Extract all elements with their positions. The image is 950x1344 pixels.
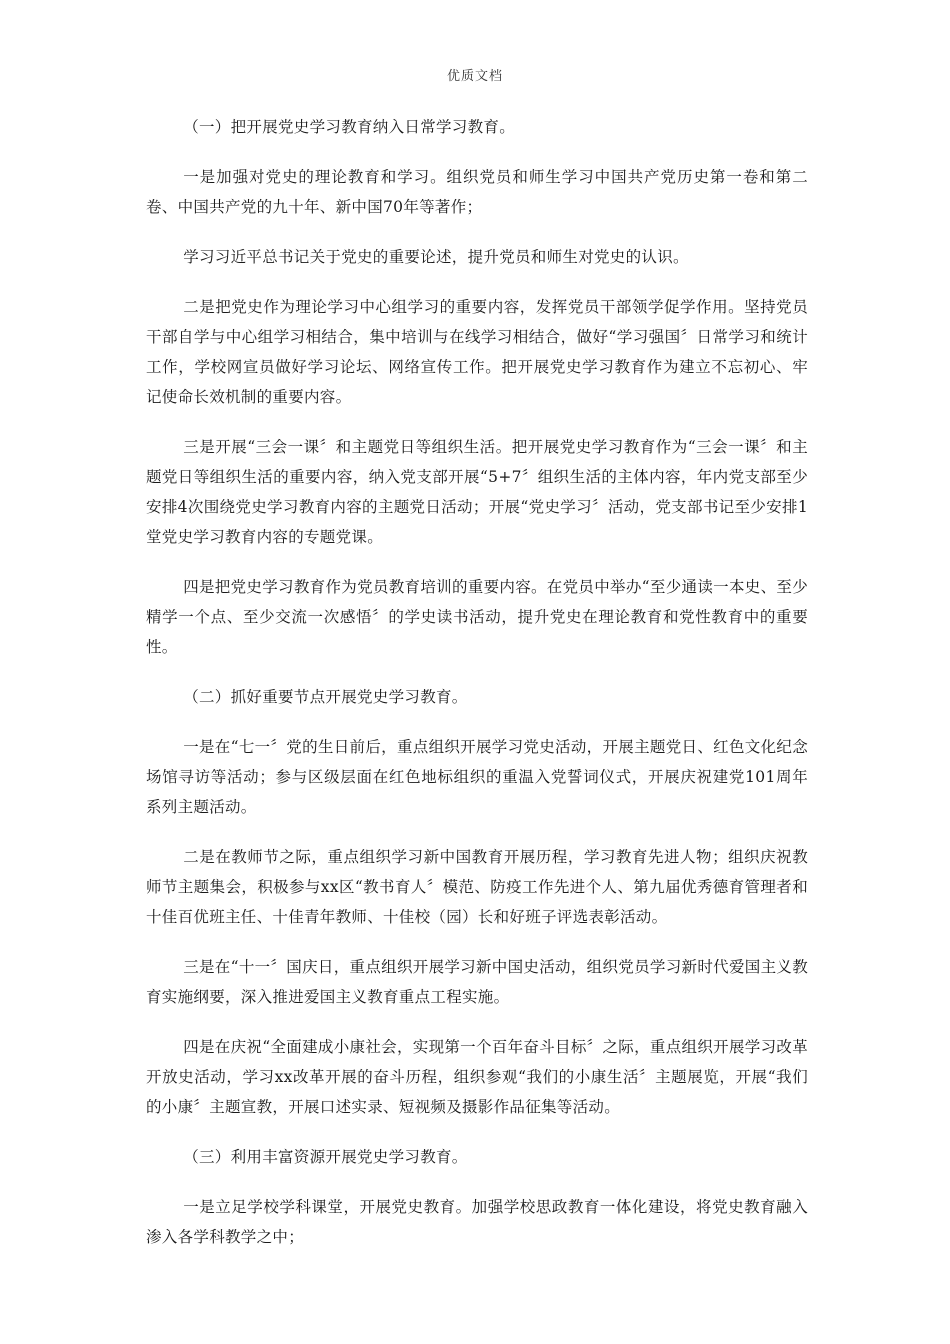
section-heading-2: （二）抓好重要节点开展党史学习教育。: [183, 688, 468, 706]
section-heading-1: （一）把开展党史学习教育纳入日常学习教育。: [183, 118, 515, 136]
paragraph: 一是立足学校学科课堂，开展党史教育。加强学校思政教育一体化建设，将党史教育融入渗入各学科教学之中；: [146, 1198, 808, 1246]
document-body: [146, 112, 808, 1272]
paragraph: 四是在庆祝“全面建成小康社会，实现第一个百年奋斗目标〞之际，重点组织开展学习改革开放史活动，学习xx改革开展的奋斗历程，组织参观“我们的小康生活〞主题展览，开展“我们的小康〞主题宣教，开展口述实录、短视频及摄影作品征集等活动。: [146, 1038, 808, 1116]
paragraph: 二是把党史作为理论学习中心组学习的重要内容，发挥党员干部领学促学作用。坚持党员干部自学与中心组学习相结合，集中培训与在线学习相结合，做好“学习强国〞日常学习和统计工作，学校网宣员做好学习论坛、网络宣传工作。把开展党史学习教育作为建立不忘初心、牢记使命长效机制的重要内容。: [146, 298, 808, 406]
section-heading-3: （三）利用丰富资源开展党史学习教育。: [183, 1148, 468, 1166]
paragraph: 一是加强对党史的理论教育和学习。组织党员和师生学习中国共产党历史第一卷和第二卷、中国共产党的九十年、新中国70年等著作；: [146, 168, 808, 216]
paragraph: 二是在教师节之际，重点组织学习新中国教育开展历程，学习教育先进人物；组织庆祝教师节主题集会，积极参与xx区“教书育人〞模范、防疫工作先进个人、第九届优秀德育管理者和十佳百优班主任、十佳青年教师、十佳校（园）长和好班子评选表彰活动。: [146, 848, 808, 926]
paragraph: 三是在“十一〞国庆日，重点组织开展学习新中国史活动，组织党员学习新时代爱国主义教育实施纲要，深入推进爱国主义教育重点工程实施。: [146, 958, 808, 1006]
paragraph: 三是开展“三会一课〞和主题党日等组织生活。把开展党史学习教育作为“三会一课〞和主题党日等组织生活的重要内容，纳入党支部开展“5+7〞组织生活的主体内容，年内党支部至少安排4次围绕党史学习教育内容的主题党日活动；开展“党史学习〞活动，党支部书记至少安排1堂党史学习教育内容的专题党课。: [146, 438, 808, 546]
page-header: 优质文档: [446, 69, 503, 84]
paragraph: 一是在“七一〞党的生日前后，重点组织开展学习党史活动，开展主题党日、红色文化纪念场馆寻访等活动；参与区级层面在红色地标组织的重温入党誓词仪式，开展庆祝建党101周年系列主题活动。: [146, 738, 808, 816]
paragraph: 四是把党史学习教育作为党员教育培训的重要内容。在党员中举办“至少通读一本史、至少精学一个点、至少交流一次感悟〞的学史读书活动，提升党史在理论教育和党性教育中的重要性。: [146, 578, 808, 656]
paragraph: 学习习近平总书记关于党史的重要论述，提升党员和师生对党史的认识。: [183, 248, 689, 266]
